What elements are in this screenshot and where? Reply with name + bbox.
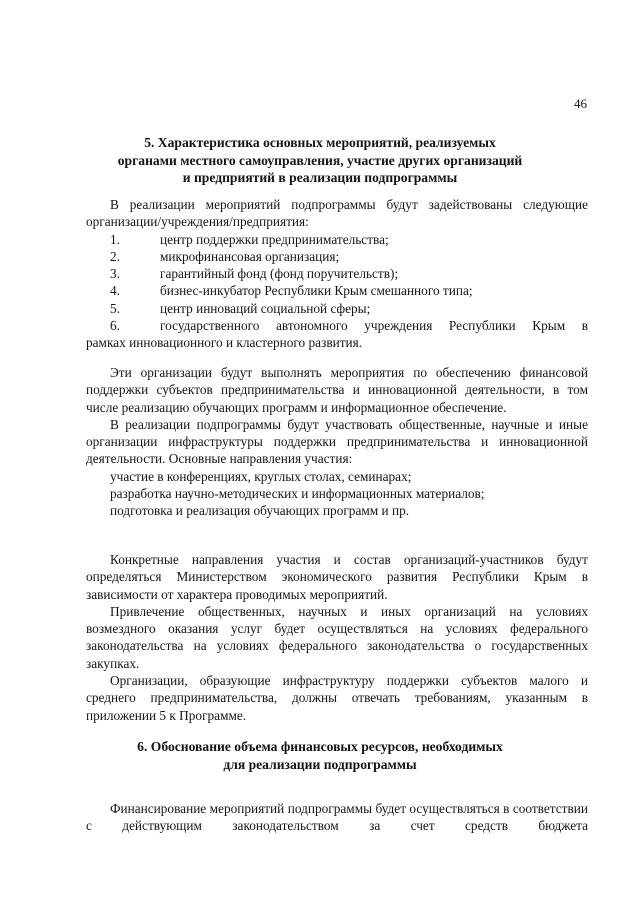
paragraph: Эти организации будут выполнять мероприятия по обеспечению финансовой поддержки субъектов предпринимательства и инновационной деятельности, в том числе реализацию обучающих программ и информационное обеспечение. (86, 365, 588, 415)
heading-line: для реализации подпрограммы (223, 756, 417, 772)
list-item: 1. центр поддержки предпринимательства; (110, 231, 389, 247)
list-item: 2. микрофинансовая организация; (110, 248, 340, 264)
section-5-heading (0, 134, 640, 187)
list-item-continuation: рамках инновационного и кластерного развития. (86, 335, 363, 351)
directions-list (86, 468, 588, 520)
paragraph: Конкретные направления участия и состав организаций-участников будут определяться Министерством экономического развития Республики Крым в зависимости от характера проводимых мероприятий. (86, 552, 588, 602)
heading-line: органами местного самоуправления, участие других организаций (117, 152, 523, 168)
list-item: подготовка и реализация обучающих программ и пр. (110, 503, 410, 519)
paragraph: Финансирование мероприятий подпрограммы будет осуществляться в соответствии с действующим законодательством за счет средств бюджета (86, 801, 588, 834)
section-5-intro-block (86, 196, 588, 352)
heading-line: и предприятий в реализации подпрограммы (182, 170, 458, 185)
section-6-body-block (86, 800, 588, 835)
section-6-heading (0, 738, 640, 773)
section-5-closing-block (86, 551, 588, 724)
page-number: 46 (574, 96, 587, 111)
organizations-list (86, 231, 588, 352)
list-item: 6. государственного автономного учреждения Республики Крым в (110, 318, 588, 334)
list-item: 3. гарантийный фонд (фонд поручительств); (110, 266, 399, 282)
paragraph: В реализации подпрограммы будут участвовать общественные, научные и иные организации инфраструктуры поддержки предпринимательства и инновационной деятельности. Основные направления участия: (86, 416, 588, 467)
list-item: 4. бизнес-инкубатор Республики Крым смешанного типа; (110, 283, 473, 299)
list-item: участие в конференциях, круглых столах, семинарах; (110, 468, 412, 484)
paragraph: Организации, образующие инфраструктуру поддержки субъектов малого и среднего предпринимательства, должны отвечать требованиям, указанным в приложении 5 к Программе. (86, 673, 588, 723)
intro-paragraph: В реализации мероприятий подпрограммы будут задействованы следующие организации/учреждения/предприятия: (86, 197, 588, 230)
list-item: 5. центр инноваций социальной сферы; (110, 300, 371, 316)
heading-line: 5. Характеристика основных мероприятий, реализуемых (144, 135, 496, 150)
paragraph: Привлечение общественных, научных и иных организаций на условиях возмездного оказания услуг будет осуществляться на условиях федерального законодательства на условиях федерального законодательства о государственных закупках. (86, 603, 588, 671)
list-item: разработка научно-методических и информационных материалов; (110, 486, 485, 502)
section-5-body-block (86, 364, 588, 520)
heading-line: 6. Обоснование объема финансовых ресурсов, необходимых (137, 739, 503, 754)
